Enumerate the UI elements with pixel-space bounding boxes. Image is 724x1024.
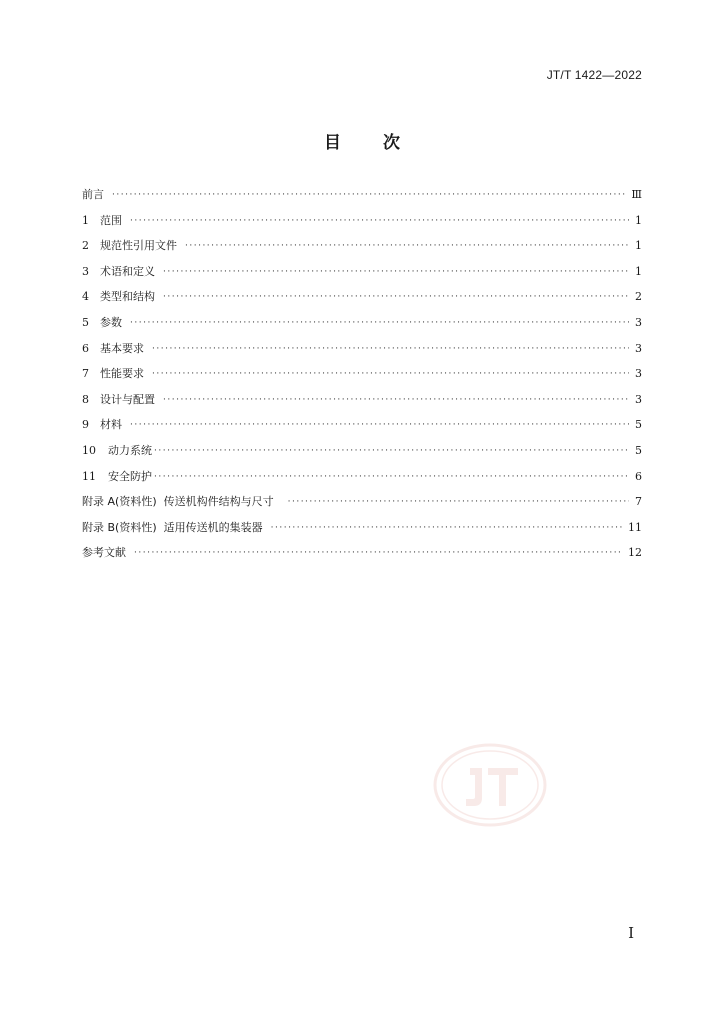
toc-entry-label: 基本要求 <box>100 341 144 355</box>
toc-entry-number: 2 <box>82 239 89 253</box>
toc-entry-3[interactable] <box>82 263 642 289</box>
toc-page-number: 11 <box>628 520 642 534</box>
toc-entry-appendix-b[interactable] <box>82 519 642 545</box>
toc-page-number: Ⅲ <box>631 188 642 201</box>
toc-entry-number: 1 <box>82 213 89 227</box>
toc-entry-5[interactable] <box>82 314 642 340</box>
toc-leader-dots <box>185 241 629 251</box>
toc-entry-label: 参数 <box>100 315 122 329</box>
toc-page-number: 7 <box>635 495 642 509</box>
toc-entry-7[interactable] <box>82 365 642 391</box>
toc-entry-number: 8 <box>82 392 89 406</box>
toc-entry-1[interactable] <box>82 212 642 238</box>
standard-number: JT/T 1422—2022 <box>546 68 642 82</box>
toc-entry-8[interactable] <box>82 391 642 417</box>
toc-page-number: 3 <box>635 341 642 355</box>
jt-watermark-logo <box>432 742 548 828</box>
toc-entry-label: 动力系统 <box>108 443 152 457</box>
toc-entry-11[interactable] <box>82 468 642 494</box>
toc-leader-dots <box>271 523 622 533</box>
page-number: I <box>628 924 634 942</box>
toc-leader-dots <box>130 318 629 328</box>
toc-leader-dots <box>134 548 622 558</box>
toc-leader-dots <box>163 395 629 405</box>
toc-page-number: 2 <box>635 290 642 304</box>
toc-page-number: 12 <box>628 546 642 560</box>
toc-leader-dots <box>154 472 629 482</box>
toc-entry-label: 范围 <box>100 213 122 227</box>
toc-entry-label: 安全防护 <box>108 469 152 483</box>
toc-entry-label: 性能要求 <box>100 367 144 381</box>
toc-leader-dots <box>130 216 629 226</box>
toc-entry-number: 7 <box>82 367 89 381</box>
title-char-1: 目 <box>324 133 341 153</box>
toc-entry-10[interactable] <box>82 442 642 468</box>
toc-leader-dots <box>154 446 629 456</box>
toc-entry-label: 类型和结构 <box>100 290 155 304</box>
toc-leader-dots <box>112 190 625 200</box>
toc-entry-label: 附录 B(资料性) 适用传送机的集装器 <box>82 520 263 534</box>
toc-page-number: 3 <box>635 315 642 329</box>
toc-entry-4[interactable] <box>82 288 642 314</box>
toc-entry-label: 术语和定义 <box>100 264 155 278</box>
toc-page-number: 5 <box>635 443 642 457</box>
toc-page-number: 3 <box>635 367 642 381</box>
toc-entry-preface[interactable] <box>82 186 642 212</box>
toc-page-number: 1 <box>635 239 642 253</box>
toc-entry-number: 6 <box>82 341 89 355</box>
toc-entry-number: 9 <box>82 418 89 432</box>
toc-entry-label: 规范性引用文件 <box>100 239 177 253</box>
toc-entry-appendix-a[interactable] <box>82 493 642 519</box>
toc-entry-label: 设计与配置 <box>100 392 155 406</box>
page-title <box>0 128 724 153</box>
toc-page-number: 1 <box>635 264 642 278</box>
toc-leader-dots <box>288 497 629 507</box>
toc-leader-dots <box>152 344 629 354</box>
toc-entry-label: 参考文献 <box>82 546 126 560</box>
toc-entry-number: 4 <box>82 290 89 304</box>
toc-leader-dots <box>152 369 629 379</box>
toc-entry-label: 前言 <box>82 188 104 201</box>
toc-leader-dots <box>163 292 629 302</box>
toc-page-number: 3 <box>635 392 642 406</box>
toc-leader-dots <box>130 420 629 430</box>
toc-leader-dots <box>163 267 629 277</box>
toc-entry-6[interactable] <box>82 340 642 366</box>
toc-page-number: 6 <box>635 469 642 483</box>
toc-page-number: 1 <box>635 213 642 227</box>
toc-entry-number: 10 <box>82 443 96 457</box>
toc-entry-number: 5 <box>82 315 89 329</box>
toc-entry-number: 11 <box>82 469 96 483</box>
toc-entry-references[interactable] <box>82 544 642 570</box>
table-of-contents <box>82 186 642 570</box>
toc-entry-number: 3 <box>82 264 89 278</box>
toc-page-number: 5 <box>635 418 642 432</box>
title-char-2: 次 <box>383 133 400 153</box>
toc-entry-label: 附录 A(资料性) 传送机构件结构与尺寸 <box>82 495 274 509</box>
toc-entry-label: 材料 <box>100 418 122 432</box>
toc-entry-2[interactable] <box>82 237 642 263</box>
toc-entry-9[interactable] <box>82 416 642 442</box>
